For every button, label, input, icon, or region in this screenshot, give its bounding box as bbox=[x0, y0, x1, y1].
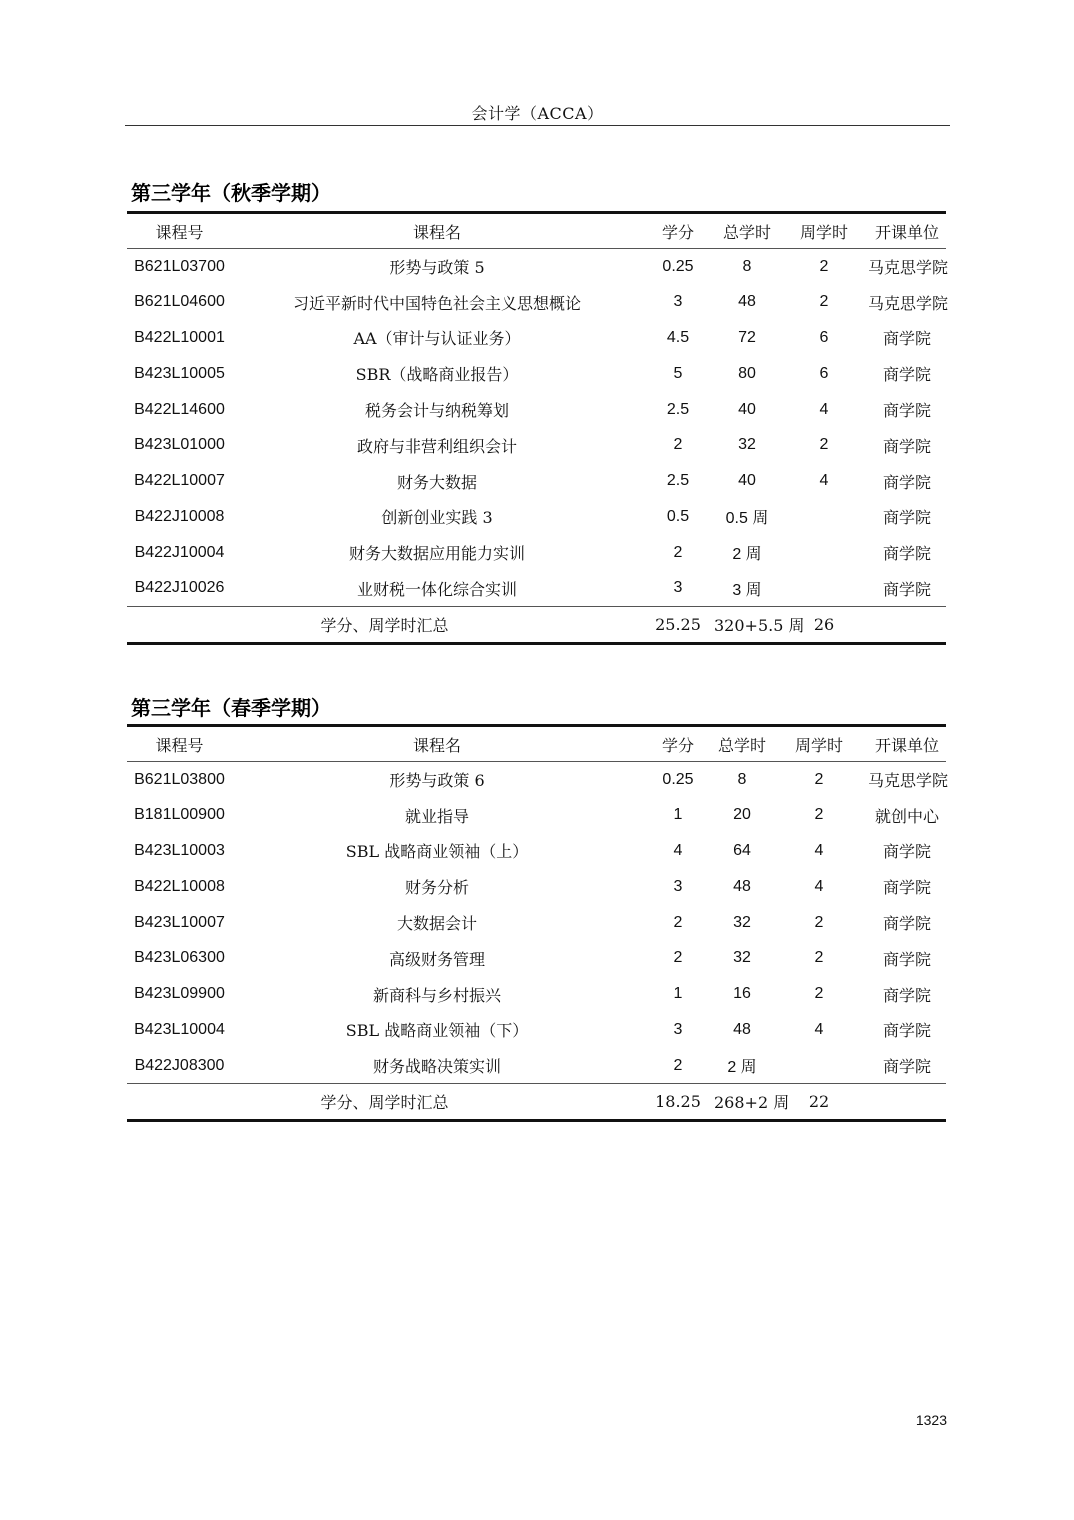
total-hours: 64 bbox=[733, 841, 751, 859]
department: 商学院 bbox=[882, 1057, 931, 1077]
spring-course-table bbox=[127, 724, 949, 1122]
total-hours: 0.5 周 bbox=[725, 510, 769, 528]
weekly-hours: 4 bbox=[819, 400, 829, 418]
total-hours: 40 bbox=[738, 400, 756, 418]
total-hours: 48 bbox=[733, 1020, 751, 1038]
col-header-credits: 学分 bbox=[642, 726, 714, 762]
department: 商学院 bbox=[882, 329, 931, 349]
total-hours: 40 bbox=[738, 472, 756, 490]
course-name: 形势与政策 6 bbox=[389, 771, 485, 791]
summary-weekly-hours: 26 bbox=[780, 606, 868, 643]
total-hours: 32 bbox=[738, 436, 756, 454]
credits: 1 bbox=[673, 806, 683, 824]
credits: 5 bbox=[673, 364, 683, 382]
total-hours: 72 bbox=[738, 328, 756, 346]
table-row bbox=[127, 535, 946, 571]
table-row bbox=[127, 320, 946, 356]
summary-weekly-hours: 22 bbox=[770, 1084, 868, 1121]
course-code: B422J10026 bbox=[134, 579, 225, 597]
course-name: 业财税一体化综合实训 bbox=[356, 579, 517, 599]
credits: 2.5 bbox=[666, 472, 690, 490]
department: 商学院 bbox=[882, 436, 931, 456]
weekly-hours: 2 bbox=[814, 770, 824, 788]
col-header-total-hours: 总学时 bbox=[714, 213, 780, 249]
table-row bbox=[127, 571, 946, 607]
autumn-course-table bbox=[127, 211, 949, 645]
page-number: 1323 bbox=[915, 1412, 947, 1428]
department: 马克思学院 bbox=[868, 293, 949, 313]
course-name: 财务大数据应用能力实训 bbox=[348, 544, 525, 564]
col-header-department: 开课单位 bbox=[868, 726, 946, 762]
weekly-hours bbox=[780, 499, 868, 535]
table-row bbox=[127, 905, 946, 941]
credits: 2.5 bbox=[666, 400, 690, 418]
course-code: B621L04600 bbox=[134, 293, 225, 311]
course-code: B181L00900 bbox=[134, 806, 225, 824]
weekly-hours: 4 bbox=[814, 877, 824, 895]
weekly-hours: 4 bbox=[814, 1020, 824, 1038]
course-code: B422J10004 bbox=[134, 543, 225, 561]
col-header-name: 课程名 bbox=[232, 726, 642, 762]
department: 商学院 bbox=[882, 842, 931, 862]
course-code: B422L10001 bbox=[134, 328, 225, 346]
course-name: 形势与政策 5 bbox=[389, 258, 485, 278]
course-code: B422J08300 bbox=[134, 1056, 225, 1074]
course-name: 财务大数据 bbox=[396, 472, 477, 492]
credits: 3 bbox=[673, 579, 683, 597]
department: 商学院 bbox=[882, 878, 931, 898]
total-hours: 2 周 bbox=[727, 1059, 757, 1077]
course-code: B423L10004 bbox=[134, 1020, 225, 1038]
summary-label: 学分、周学时汇总 bbox=[127, 606, 642, 643]
col-header-credits: 学分 bbox=[642, 213, 714, 249]
total-hours: 32 bbox=[733, 913, 751, 931]
table-header-row bbox=[127, 213, 946, 249]
credits: 2 bbox=[673, 436, 683, 454]
total-hours: 32 bbox=[733, 949, 751, 967]
credits: 0.25 bbox=[662, 770, 694, 788]
table-row bbox=[127, 1048, 946, 1084]
course-name: 政府与非营利组织会计 bbox=[356, 436, 517, 456]
department: 商学院 bbox=[882, 365, 931, 385]
col-header-name: 课程名 bbox=[232, 213, 642, 249]
department: 商学院 bbox=[882, 914, 931, 934]
summary-label: 学分、周学时汇总 bbox=[127, 1084, 642, 1121]
weekly-hours: 6 bbox=[819, 364, 829, 382]
course-code: B423L09900 bbox=[134, 985, 225, 1003]
table-row bbox=[127, 797, 946, 833]
course-name: 习近平新时代中国特色社会主义思想概论 bbox=[292, 293, 581, 313]
course-code: B423L01000 bbox=[134, 436, 225, 454]
spring-section-title: 第三学年（春季学期） bbox=[131, 696, 331, 720]
department: 商学院 bbox=[882, 579, 931, 599]
weekly-hours bbox=[780, 535, 868, 571]
credits: 2 bbox=[673, 949, 683, 967]
weekly-hours: 2 bbox=[814, 985, 824, 1003]
department: 商学院 bbox=[882, 544, 931, 564]
course-code: B422J10008 bbox=[134, 507, 225, 525]
total-hours: 2 周 bbox=[732, 546, 762, 564]
table-row bbox=[127, 1012, 946, 1048]
weekly-hours: 2 bbox=[819, 293, 829, 311]
summary-total-hours: 268+2 周 bbox=[714, 1084, 770, 1121]
table-row bbox=[127, 463, 946, 499]
weekly-hours: 2 bbox=[819, 257, 829, 275]
credits: 4.5 bbox=[666, 328, 690, 346]
credits: 3 bbox=[673, 293, 683, 311]
total-hours: 20 bbox=[733, 806, 751, 824]
table-row bbox=[127, 976, 946, 1012]
weekly-hours: 4 bbox=[814, 841, 824, 859]
course-name: 财务战略决策实训 bbox=[372, 1057, 501, 1077]
weekly-hours: 6 bbox=[819, 328, 829, 346]
summary-row bbox=[127, 1084, 946, 1121]
col-header-code: 课程号 bbox=[127, 213, 232, 249]
credits: 2 bbox=[673, 913, 683, 931]
table-row bbox=[127, 762, 946, 798]
course-code: B422L10008 bbox=[134, 877, 225, 895]
table-row bbox=[127, 392, 946, 428]
course-code: B422L10007 bbox=[134, 472, 225, 490]
header-rule bbox=[125, 125, 950, 126]
col-header-department: 开课单位 bbox=[868, 213, 946, 249]
autumn-section-title: 第三学年（秋季学期） bbox=[131, 181, 331, 205]
course-name: AA（审计与认证业务） bbox=[353, 329, 521, 349]
course-name: 创新创业实践 3 bbox=[381, 508, 493, 528]
credits: 3 bbox=[673, 1020, 683, 1038]
course-name: 就业指导 bbox=[404, 806, 469, 826]
course-code: B621L03800 bbox=[134, 770, 225, 788]
col-header-weekly-hours: 周学时 bbox=[770, 726, 868, 762]
table-row bbox=[127, 427, 946, 463]
credits: 2 bbox=[673, 543, 683, 561]
department: 马克思学院 bbox=[868, 771, 949, 791]
department: 商学院 bbox=[882, 508, 931, 528]
course-code: B423L06300 bbox=[134, 949, 225, 967]
total-hours: 16 bbox=[733, 985, 751, 1003]
weekly-hours bbox=[780, 571, 868, 607]
total-hours: 8 bbox=[742, 257, 752, 275]
course-code: B621L03700 bbox=[134, 257, 225, 275]
course-name: 财务分析 bbox=[404, 878, 469, 898]
summary-credits: 18.25 bbox=[642, 1084, 714, 1121]
summary-empty bbox=[868, 1084, 946, 1121]
department: 商学院 bbox=[882, 985, 931, 1005]
department: 商学院 bbox=[882, 949, 931, 969]
summary-row bbox=[127, 606, 946, 643]
department: 马克思学院 bbox=[868, 258, 949, 278]
running-header: 会计学（ACCA） bbox=[471, 104, 604, 123]
credits: 2 bbox=[673, 1056, 683, 1074]
course-code: B423L10007 bbox=[134, 913, 225, 931]
department: 商学院 bbox=[882, 1021, 931, 1041]
table-row bbox=[127, 249, 946, 285]
course-code: B422L14600 bbox=[134, 400, 225, 418]
credits: 3 bbox=[673, 877, 683, 895]
course-code: B423L10005 bbox=[134, 364, 225, 382]
department: 商学院 bbox=[882, 401, 931, 421]
course-name: 大数据会计 bbox=[396, 914, 477, 934]
table-row bbox=[127, 833, 946, 869]
credits: 4 bbox=[673, 841, 683, 859]
table-row bbox=[127, 284, 946, 320]
table-row bbox=[127, 940, 946, 976]
col-header-weekly-hours: 周学时 bbox=[780, 213, 868, 249]
col-header-code: 课程号 bbox=[127, 726, 232, 762]
course-name: SBL 战略商业领袖（下） bbox=[345, 1021, 529, 1041]
summary-empty bbox=[868, 606, 946, 643]
credits: 0.5 bbox=[666, 507, 690, 525]
weekly-hours: 2 bbox=[814, 949, 824, 967]
course-name: 新商科与乡村振兴 bbox=[372, 985, 501, 1005]
table-row bbox=[127, 869, 946, 905]
table-row bbox=[127, 356, 946, 392]
summary-credits: 25.25 bbox=[642, 606, 714, 643]
table-header-row bbox=[127, 726, 946, 762]
weekly-hours: 4 bbox=[819, 472, 829, 490]
department: 就创中心 bbox=[874, 806, 939, 826]
weekly-hours: 2 bbox=[814, 806, 824, 824]
total-hours: 3 周 bbox=[732, 581, 762, 599]
course-name: 税务会计与纳税筹划 bbox=[364, 401, 509, 421]
weekly-hours: 2 bbox=[819, 436, 829, 454]
course-name: SBR（战略商业报告） bbox=[355, 365, 519, 385]
total-hours: 48 bbox=[733, 877, 751, 895]
total-hours: 80 bbox=[738, 364, 756, 382]
summary-total-hours: 320+5.5 周 bbox=[714, 606, 780, 643]
course-name: 高级财务管理 bbox=[388, 949, 485, 969]
credits: 0.25 bbox=[662, 257, 694, 275]
total-hours: 8 bbox=[737, 770, 747, 788]
col-header-total-hours: 总学时 bbox=[714, 726, 770, 762]
weekly-hours bbox=[770, 1048, 868, 1084]
course-name: SBL 战略商业领袖（上） bbox=[345, 842, 529, 862]
course-code: B423L10003 bbox=[134, 841, 225, 859]
weekly-hours: 2 bbox=[814, 913, 824, 931]
department: 商学院 bbox=[882, 472, 931, 492]
credits: 1 bbox=[673, 985, 683, 1003]
total-hours: 48 bbox=[738, 293, 756, 311]
table-row bbox=[127, 499, 946, 535]
